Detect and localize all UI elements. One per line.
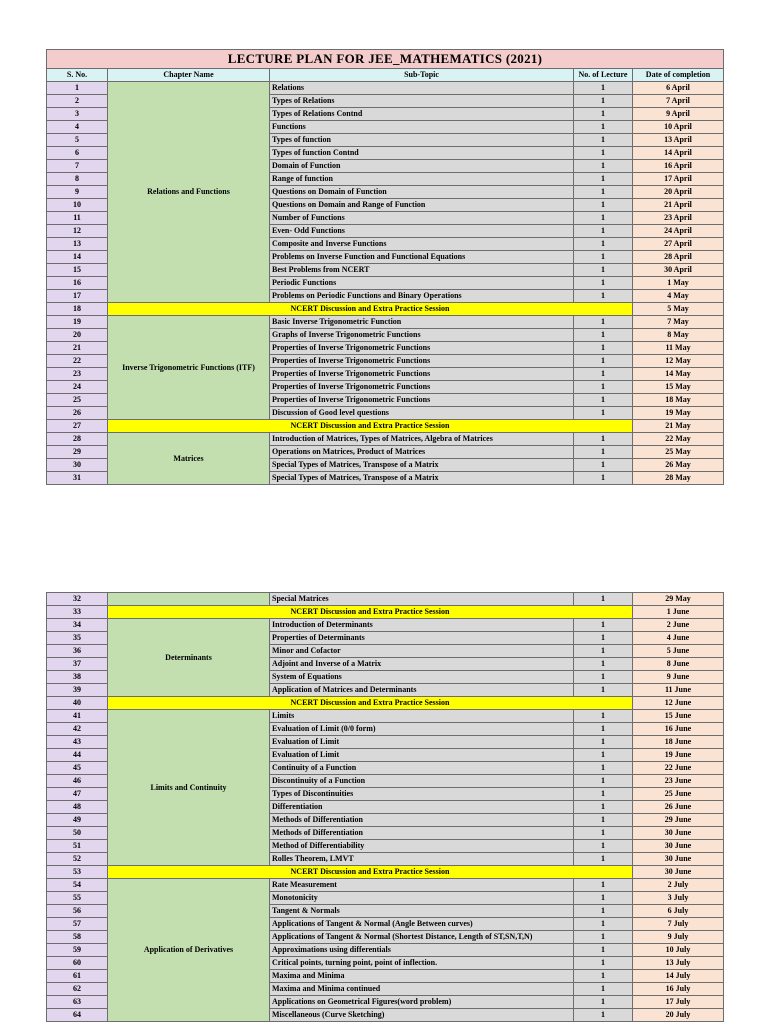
sub-topic: Properties of Determinants xyxy=(270,632,574,645)
sub-topic: Even- Odd Functions xyxy=(270,225,574,238)
lecture-count: 1 xyxy=(574,277,633,290)
serial-number: 54 xyxy=(47,879,108,892)
sub-topic: Approximations using differentials xyxy=(270,944,574,957)
serial-number: 4 xyxy=(47,121,108,134)
completion-date: 4 June xyxy=(633,632,724,645)
completion-date: 28 May xyxy=(633,472,724,485)
completion-date: 30 June xyxy=(633,853,724,866)
serial-number: 21 xyxy=(47,342,108,355)
lecture-count: 1 xyxy=(574,905,633,918)
page-title: LECTURE PLAN FOR JEE_MATHEMATICS (2021) xyxy=(47,50,724,69)
chapter-name: Relations and Functions xyxy=(108,82,270,303)
lecture-count: 1 xyxy=(574,970,633,983)
completion-date: 23 June xyxy=(633,775,724,788)
lecture-count: 1 xyxy=(574,108,633,121)
completion-date: 14 May xyxy=(633,368,724,381)
serial-number: 37 xyxy=(47,658,108,671)
sub-topic: Types of Relations Contnd xyxy=(270,108,574,121)
ncert-session: NCERT Discussion and Extra Practice Session xyxy=(108,420,633,433)
serial-number: 11 xyxy=(47,212,108,225)
completion-date: 12 June xyxy=(633,697,724,710)
serial-number: 3 xyxy=(47,108,108,121)
lecture-count: 1 xyxy=(574,749,633,762)
sub-topic: Properties of Inverse Trigonometric Functions xyxy=(270,355,574,368)
lecture-count: 1 xyxy=(574,147,633,160)
chapter-name: Matrices xyxy=(108,433,270,485)
serial-number: 31 xyxy=(47,472,108,485)
serial-number: 9 xyxy=(47,186,108,199)
lecture-count: 1 xyxy=(574,134,633,147)
serial-number: 17 xyxy=(47,290,108,303)
completion-date: 18 June xyxy=(633,736,724,749)
serial-number: 19 xyxy=(47,316,108,329)
header-subtopic: Sub-Topic xyxy=(270,69,574,82)
completion-date: 28 April xyxy=(633,251,724,264)
table-row xyxy=(47,303,724,316)
lecture-count: 1 xyxy=(574,82,633,95)
serial-number: 14 xyxy=(47,251,108,264)
completion-date: 25 May xyxy=(633,446,724,459)
lecture-count: 1 xyxy=(574,736,633,749)
serial-number: 60 xyxy=(47,957,108,970)
sub-topic: Applications on Geometrical Figures(word problem) xyxy=(270,996,574,1009)
sub-topic: Tangent & Normals xyxy=(270,905,574,918)
serial-number: 62 xyxy=(47,983,108,996)
serial-number: 52 xyxy=(47,853,108,866)
serial-number: 22 xyxy=(47,355,108,368)
completion-date: 4 May xyxy=(633,290,724,303)
lecture-count: 1 xyxy=(574,394,633,407)
sub-topic: Continuity of a Function xyxy=(270,762,574,775)
lecture-count: 1 xyxy=(574,199,633,212)
sub-topic: Critical points, turning point, point of inflection. xyxy=(270,957,574,970)
lecture-count: 1 xyxy=(574,1009,633,1022)
serial-number: 6 xyxy=(47,147,108,160)
sub-topic: Properties of Inverse Trigonometric Functions xyxy=(270,342,574,355)
sub-topic: Evaluation of Limit xyxy=(270,749,574,762)
serial-number: 18 xyxy=(47,303,108,316)
serial-number: 48 xyxy=(47,801,108,814)
serial-number: 36 xyxy=(47,645,108,658)
sub-topic: Rate Measurement xyxy=(270,879,574,892)
lecture-count: 1 xyxy=(574,801,633,814)
completion-date: 8 May xyxy=(633,329,724,342)
sub-topic: System of Equations xyxy=(270,671,574,684)
serial-number: 57 xyxy=(47,918,108,931)
sub-topic: Properties of Inverse Trigonometric Functions xyxy=(270,381,574,394)
lecture-count: 1 xyxy=(574,446,633,459)
sub-topic: Discussion of Good level questions xyxy=(270,407,574,420)
sub-topic: Domain of Function xyxy=(270,160,574,173)
lecture-count: 1 xyxy=(574,619,633,632)
chapter-name: Inverse Trigonometric Functions (ITF) xyxy=(108,316,270,420)
serial-number: 8 xyxy=(47,173,108,186)
lecture-count: 1 xyxy=(574,658,633,671)
sub-topic: Graphs of Inverse Trigonometric Functions xyxy=(270,329,574,342)
serial-number: 20 xyxy=(47,329,108,342)
lecture-count: 1 xyxy=(574,853,633,866)
serial-number: 13 xyxy=(47,238,108,251)
sub-topic: Properties of Inverse Trigonometric Functions xyxy=(270,368,574,381)
chapter-name xyxy=(108,593,270,606)
completion-date: 25 June xyxy=(633,788,724,801)
completion-date: 13 July xyxy=(633,957,724,970)
sub-topic: Functions xyxy=(270,121,574,134)
sub-topic: Types of Relations xyxy=(270,95,574,108)
completion-date: 6 April xyxy=(633,82,724,95)
serial-number: 33 xyxy=(47,606,108,619)
serial-number: 53 xyxy=(47,866,108,879)
ncert-session: NCERT Discussion and Extra Practice Session xyxy=(108,303,633,316)
serial-number: 45 xyxy=(47,762,108,775)
serial-number: 59 xyxy=(47,944,108,957)
completion-date: 6 July xyxy=(633,905,724,918)
lecture-count: 1 xyxy=(574,892,633,905)
lecture-count: 1 xyxy=(574,264,633,277)
completion-date: 10 April xyxy=(633,121,724,134)
serial-number: 5 xyxy=(47,134,108,147)
lecture-count: 1 xyxy=(574,251,633,264)
sub-topic: Methods of Differentiation xyxy=(270,827,574,840)
completion-date: 16 June xyxy=(633,723,724,736)
sub-topic: Application of Matrices and Determinants xyxy=(270,684,574,697)
serial-number: 35 xyxy=(47,632,108,645)
completion-date: 24 April xyxy=(633,225,724,238)
sub-topic: Introduction of Determinants xyxy=(270,619,574,632)
table-row xyxy=(47,606,724,619)
sub-topic: Problems on Inverse Function and Functional Equations xyxy=(270,251,574,264)
header-sno: S. No. xyxy=(47,69,108,82)
lecture-count: 1 xyxy=(574,593,633,606)
serial-number: 39 xyxy=(47,684,108,697)
serial-number: 27 xyxy=(47,420,108,433)
completion-date: 21 May xyxy=(633,420,724,433)
lecture-count: 1 xyxy=(574,684,633,697)
completion-date: 19 June xyxy=(633,749,724,762)
lecture-count: 1 xyxy=(574,173,633,186)
chapter-name: Limits and Continuity xyxy=(108,710,270,866)
lecture-count: 1 xyxy=(574,95,633,108)
lecture-count: 1 xyxy=(574,931,633,944)
table-row xyxy=(47,697,724,710)
completion-date: 7 April xyxy=(633,95,724,108)
lecture-count: 1 xyxy=(574,645,633,658)
serial-number: 64 xyxy=(47,1009,108,1022)
sub-topic: Relations xyxy=(270,82,574,95)
sub-topic: Periodic Functions xyxy=(270,277,574,290)
completion-date: 2 July xyxy=(633,879,724,892)
lecture-count: 1 xyxy=(574,212,633,225)
completion-date: 2 June xyxy=(633,619,724,632)
lecture-count: 1 xyxy=(574,944,633,957)
serial-number: 29 xyxy=(47,446,108,459)
completion-date: 16 July xyxy=(633,983,724,996)
lecture-count: 1 xyxy=(574,840,633,853)
serial-number: 15 xyxy=(47,264,108,277)
lecture-count: 1 xyxy=(574,355,633,368)
completion-date: 26 May xyxy=(633,459,724,472)
header-chapter: Chapter Name xyxy=(108,69,270,82)
sub-topic: Limits xyxy=(270,710,574,723)
lecture-count: 1 xyxy=(574,238,633,251)
serial-number: 38 xyxy=(47,671,108,684)
sub-topic: Differentiation xyxy=(270,801,574,814)
lecture-plan-table-2 xyxy=(46,592,724,1022)
serial-number: 40 xyxy=(47,697,108,710)
completion-date: 30 April xyxy=(633,264,724,277)
lecture-count: 1 xyxy=(574,290,633,303)
table-row xyxy=(47,82,724,95)
serial-number: 50 xyxy=(47,827,108,840)
lecture-count: 1 xyxy=(574,329,633,342)
ncert-session: NCERT Discussion and Extra Practice Session xyxy=(108,866,633,879)
completion-date: 30 June xyxy=(633,866,724,879)
serial-number: 7 xyxy=(47,160,108,173)
lecture-count: 1 xyxy=(574,671,633,684)
completion-date: 1 June xyxy=(633,606,724,619)
completion-date: 9 July xyxy=(633,931,724,944)
completion-date: 11 June xyxy=(633,684,724,697)
table-row xyxy=(47,593,724,606)
sub-topic: Questions on Domain of Function xyxy=(270,186,574,199)
lecture-count: 1 xyxy=(574,368,633,381)
ncert-session: NCERT Discussion and Extra Practice Session xyxy=(108,697,633,710)
completion-date: 18 May xyxy=(633,394,724,407)
chapter-name: Determinants xyxy=(108,619,270,697)
serial-number: 43 xyxy=(47,736,108,749)
sub-topic: Properties of Inverse Trigonometric Functions xyxy=(270,394,574,407)
serial-number: 56 xyxy=(47,905,108,918)
lecture-count: 1 xyxy=(574,381,633,394)
lecture-plan-table-1 xyxy=(46,49,724,485)
sub-topic: Problems on Periodic Functions and Binary Operations xyxy=(270,290,574,303)
lecture-count: 1 xyxy=(574,762,633,775)
completion-date: 29 May xyxy=(633,593,724,606)
lecture-count: 1 xyxy=(574,827,633,840)
serial-number: 30 xyxy=(47,459,108,472)
header-date: Date of completion xyxy=(633,69,724,82)
completion-date: 22 June xyxy=(633,762,724,775)
sub-topic: Types of Discontinuities xyxy=(270,788,574,801)
table-row xyxy=(47,710,724,723)
lecture-count: 1 xyxy=(574,433,633,446)
lecture-count: 1 xyxy=(574,186,633,199)
sub-topic: Adjoint and Inverse of a Matrix xyxy=(270,658,574,671)
completion-date: 30 June xyxy=(633,840,724,853)
serial-number: 51 xyxy=(47,840,108,853)
completion-date: 23 April xyxy=(633,212,724,225)
completion-date: 30 June xyxy=(633,827,724,840)
serial-number: 25 xyxy=(47,394,108,407)
completion-date: 19 May xyxy=(633,407,724,420)
table-row xyxy=(47,316,724,329)
sub-topic: Special Types of Matrices, Transpose of a Matrix xyxy=(270,459,574,472)
completion-date: 9 April xyxy=(633,108,724,121)
lecture-count: 1 xyxy=(574,814,633,827)
sub-topic: Composite and Inverse Functions xyxy=(270,238,574,251)
lecture-count: 1 xyxy=(574,996,633,1009)
completion-date: 14 April xyxy=(633,147,724,160)
lecture-count: 1 xyxy=(574,879,633,892)
completion-date: 17 July xyxy=(633,996,724,1009)
serial-number: 58 xyxy=(47,931,108,944)
serial-number: 42 xyxy=(47,723,108,736)
sub-topic: Types of function Contnd xyxy=(270,147,574,160)
sub-topic: Discontinuity of a Function xyxy=(270,775,574,788)
serial-number: 61 xyxy=(47,970,108,983)
serial-number: 1 xyxy=(47,82,108,95)
sub-topic: Range of function xyxy=(270,173,574,186)
serial-number: 16 xyxy=(47,277,108,290)
sub-topic: Types of function xyxy=(270,134,574,147)
serial-number: 55 xyxy=(47,892,108,905)
header-lectures: No. of Lecture xyxy=(574,69,633,82)
lecture-count: 1 xyxy=(574,918,633,931)
serial-number: 26 xyxy=(47,407,108,420)
sub-topic: Rolles Theorem, LMVT xyxy=(270,853,574,866)
completion-date: 7 May xyxy=(633,316,724,329)
sub-topic: Miscellaneous (Curve Sketching) xyxy=(270,1009,574,1022)
table-row xyxy=(47,879,724,892)
lecture-count: 1 xyxy=(574,957,633,970)
serial-number: 63 xyxy=(47,996,108,1009)
lecture-count: 1 xyxy=(574,407,633,420)
sub-topic: Best Problems from NCERT xyxy=(270,264,574,277)
lecture-count: 1 xyxy=(574,472,633,485)
serial-number: 12 xyxy=(47,225,108,238)
lecture-count: 1 xyxy=(574,788,633,801)
serial-number: 10 xyxy=(47,199,108,212)
header-row xyxy=(47,69,724,82)
sub-topic: Special Matrices xyxy=(270,593,574,606)
completion-date: 12 May xyxy=(633,355,724,368)
completion-date: 27 April xyxy=(633,238,724,251)
completion-date: 8 June xyxy=(633,658,724,671)
lecture-count: 1 xyxy=(574,983,633,996)
completion-date: 20 April xyxy=(633,186,724,199)
sub-topic: Number of Functions xyxy=(270,212,574,225)
lecture-count: 1 xyxy=(574,121,633,134)
sub-topic: Methods of Differentiation xyxy=(270,814,574,827)
table-row xyxy=(47,866,724,879)
sub-topic: Special Types of Matrices, Transpose of a Matrix xyxy=(270,472,574,485)
completion-date: 13 April xyxy=(633,134,724,147)
sub-topic: Evaluation of Limit xyxy=(270,736,574,749)
serial-number: 24 xyxy=(47,381,108,394)
sub-topic: Applications of Tangent & Normal (Shortest Distance, Length of ST,SN,T,N) xyxy=(270,931,574,944)
completion-date: 11 May xyxy=(633,342,724,355)
completion-date: 3 July xyxy=(633,892,724,905)
table-row xyxy=(47,619,724,632)
completion-date: 5 June xyxy=(633,645,724,658)
table-row xyxy=(47,433,724,446)
sub-topic: Evaluation of Limit (0/0 form) xyxy=(270,723,574,736)
completion-date: 1 May xyxy=(633,277,724,290)
sub-topic: Introduction of Matrices, Types of Matrices, Algebra of Matrices xyxy=(270,433,574,446)
completion-date: 15 May xyxy=(633,381,724,394)
sub-topic: Maxima and Minima continued xyxy=(270,983,574,996)
completion-date: 20 July xyxy=(633,1009,724,1022)
completion-date: 10 July xyxy=(633,944,724,957)
sub-topic: Applications of Tangent & Normal (Angle Between curves) xyxy=(270,918,574,931)
serial-number: 28 xyxy=(47,433,108,446)
completion-date: 17 April xyxy=(633,173,724,186)
lecture-count: 1 xyxy=(574,632,633,645)
completion-date: 22 May xyxy=(633,433,724,446)
serial-number: 32 xyxy=(47,593,108,606)
table-row xyxy=(47,420,724,433)
completion-date: 9 June xyxy=(633,671,724,684)
lecture-count: 1 xyxy=(574,775,633,788)
serial-number: 46 xyxy=(47,775,108,788)
sub-topic: Method of Differentiability xyxy=(270,840,574,853)
sub-topic: Basic Inverse Trigonometric Function xyxy=(270,316,574,329)
serial-number: 23 xyxy=(47,368,108,381)
serial-number: 44 xyxy=(47,749,108,762)
completion-date: 15 June xyxy=(633,710,724,723)
completion-date: 14 July xyxy=(633,970,724,983)
completion-date: 7 July xyxy=(633,918,724,931)
completion-date: 16 April xyxy=(633,160,724,173)
completion-date: 29 June xyxy=(633,814,724,827)
lecture-count: 1 xyxy=(574,342,633,355)
completion-date: 5 May xyxy=(633,303,724,316)
serial-number: 49 xyxy=(47,814,108,827)
lecture-count: 1 xyxy=(574,225,633,238)
ncert-session: NCERT Discussion and Extra Practice Session xyxy=(108,606,633,619)
serial-number: 2 xyxy=(47,95,108,108)
completion-date: 26 June xyxy=(633,801,724,814)
sub-topic: Questions on Domain and Range of Function xyxy=(270,199,574,212)
serial-number: 34 xyxy=(47,619,108,632)
sub-topic: Minor and Cofactor xyxy=(270,645,574,658)
serial-number: 47 xyxy=(47,788,108,801)
chapter-name: Application of Derivatives xyxy=(108,879,270,1022)
sub-topic: Maxima and Minima xyxy=(270,970,574,983)
completion-date: 21 April xyxy=(633,199,724,212)
lecture-count: 1 xyxy=(574,723,633,736)
sub-topic: Operations on Matrices, Product of Matrices xyxy=(270,446,574,459)
lecture-count: 1 xyxy=(574,316,633,329)
lecture-count: 1 xyxy=(574,710,633,723)
sub-topic: Monotonicity xyxy=(270,892,574,905)
lecture-count: 1 xyxy=(574,160,633,173)
lecture-count: 1 xyxy=(574,459,633,472)
serial-number: 41 xyxy=(47,710,108,723)
